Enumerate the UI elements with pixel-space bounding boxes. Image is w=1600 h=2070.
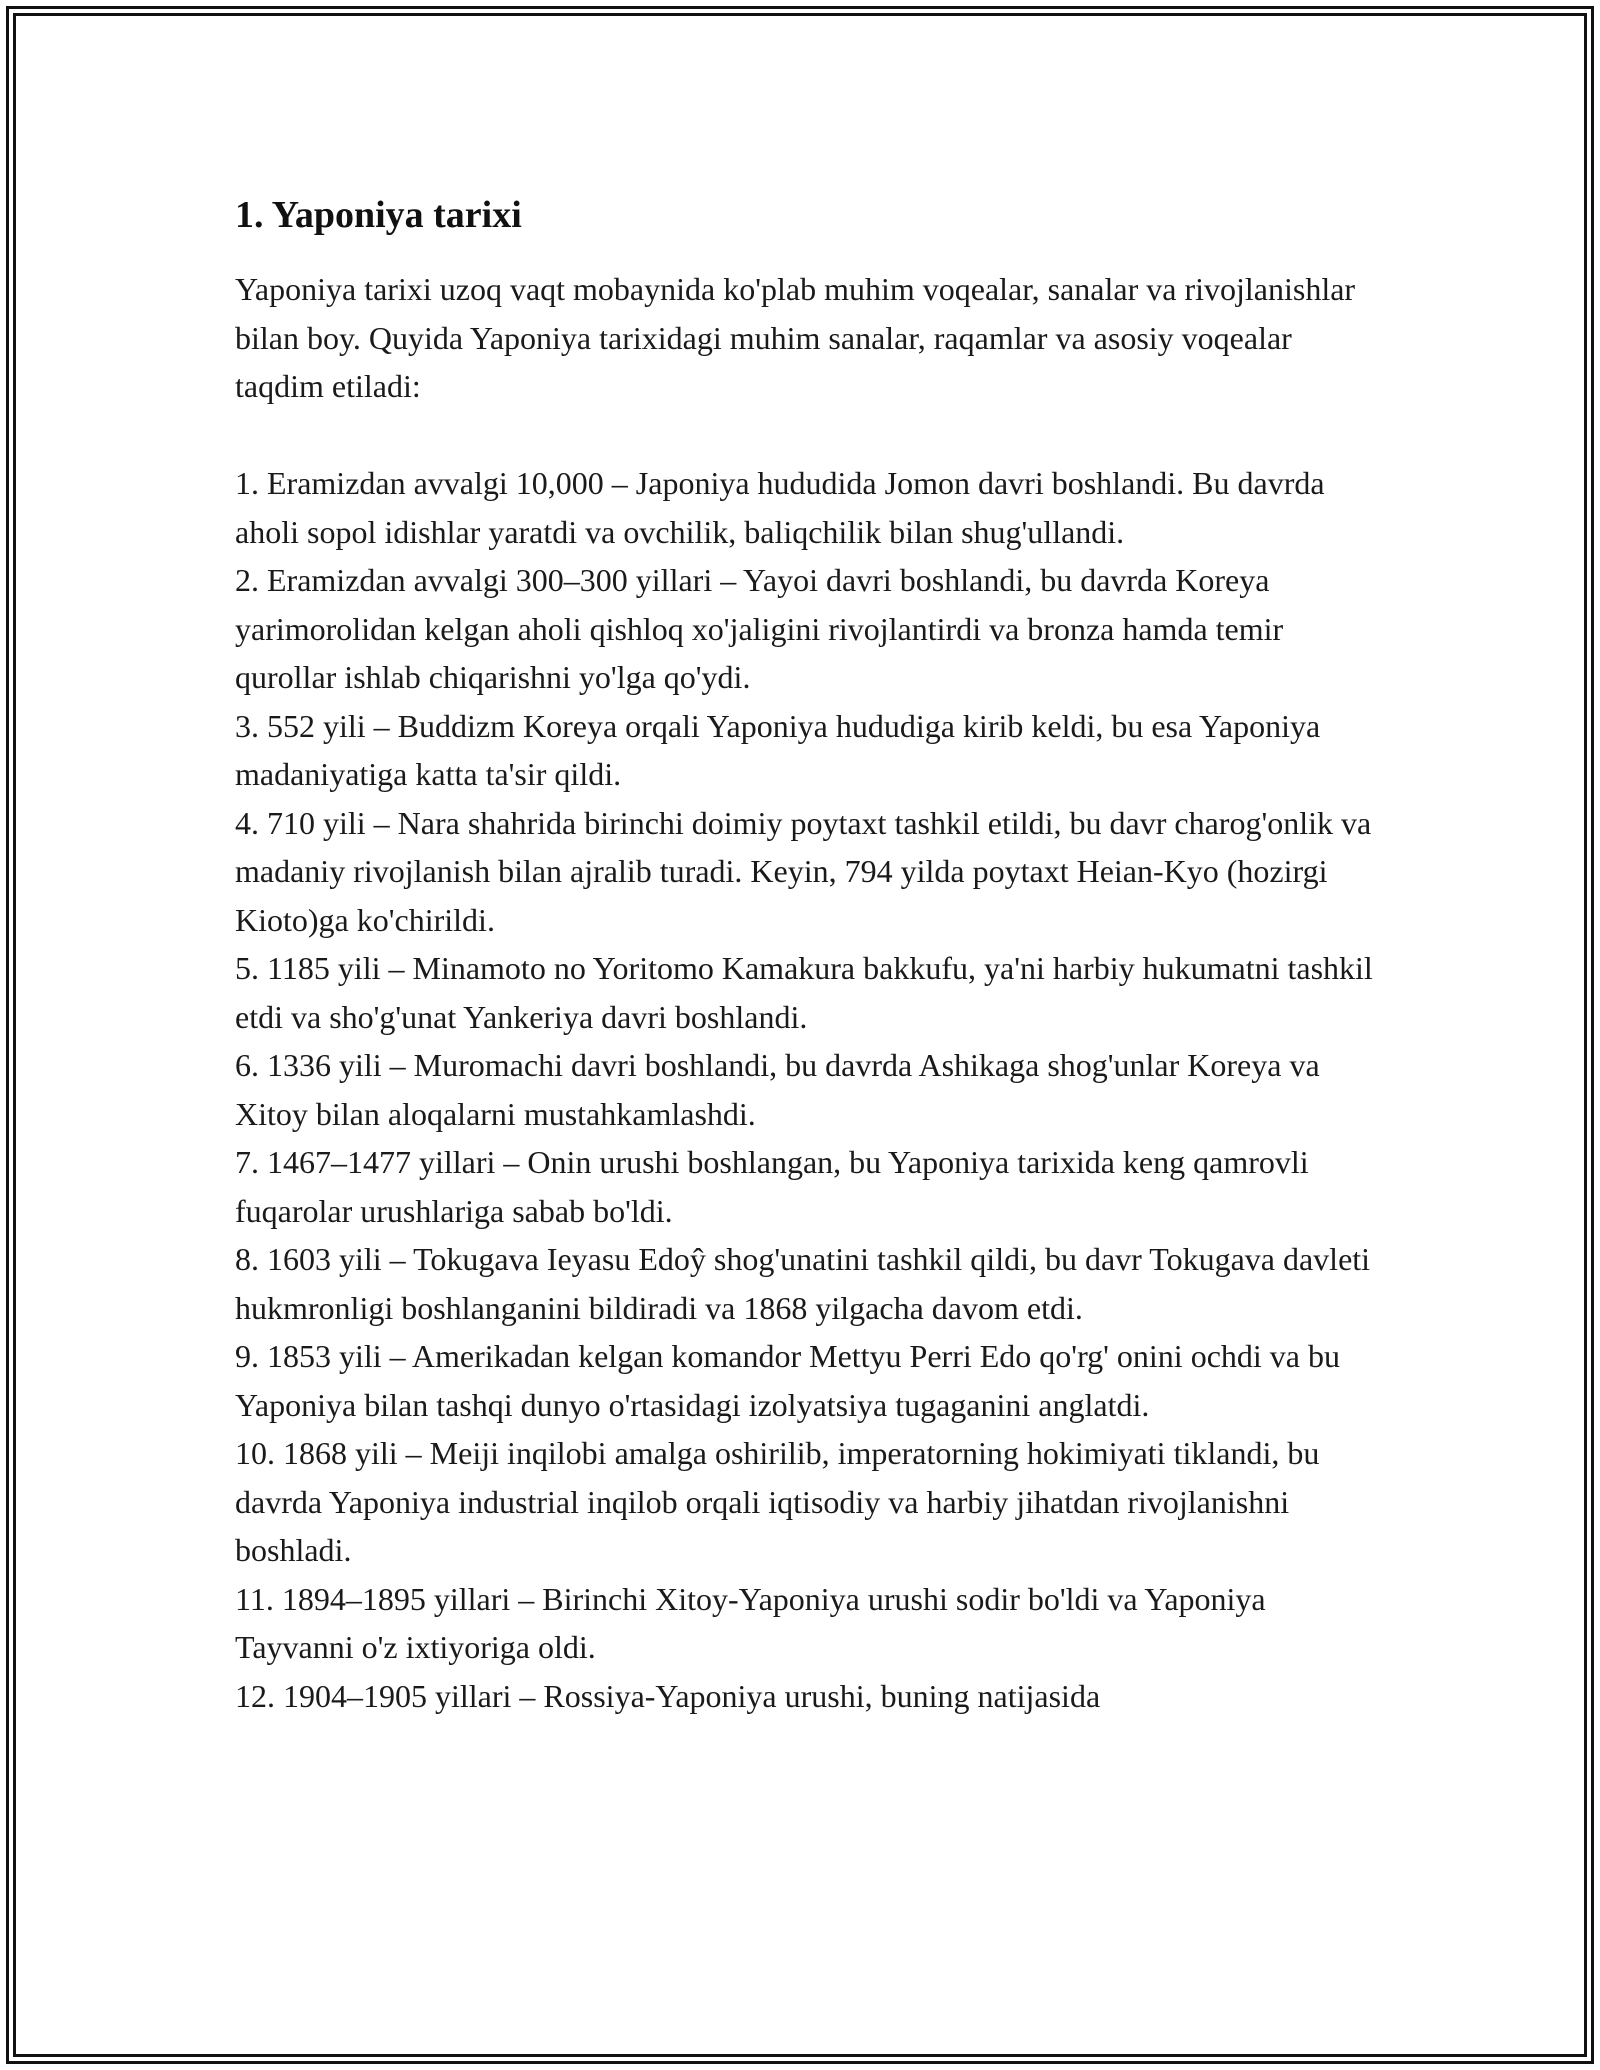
list-item: 12. 1904–1905 yillari – Rossiya-Yaponiya urushi, buning natijasida xyxy=(235,1677,1101,1714)
list-item: 11. 1894–1895 yillari – Birinchi Xitoy-Yaponiya urushi sodir bo'ldi va Yaponiya Tayvanni o'z ixtiyoriga oldi. xyxy=(235,1580,1266,1665)
list-item: 10. 1868 yili – Meiji inqilobi amalga oshirilib, imperatorning hokimiyati tiklandi, bu davrda Yaponiya industrial inqilob orqali iqtisodiy va harbiy jihatdan rivojlanishni boshladi. xyxy=(235,1435,1320,1568)
list-item: 5. 1185 yili – Minamoto no Yoritomo Kamakura bakkufu, ya'ni harbiy hukumatni tashkil etdi va sho'g'unat Yankeriya davri boshlandi. xyxy=(235,950,1373,1035)
document-body xyxy=(235,185,1385,1720)
list-item: 3. 552 yili – Buddizm Koreya orqali Yaponiya hududiga kirib keldi, bu esa Yaponiya madaniyatiga katta ta'sir qildi. xyxy=(235,707,1321,792)
page-title: 1. Yaponiya tarixi xyxy=(235,194,522,236)
events-list xyxy=(235,459,1385,1720)
list-item: 8. 1603 yili – Tokugava Ieyasu Edoŷ shog'unatini tashkil qildi, bu davr Tokugava davleti hukmronligi boshlanganini bildiradi va 1868 yilgacha davom etdi. xyxy=(235,1241,1371,1326)
intro-paragraph: Yaponiya tarixi uzoq vaqt mobaynida ko'plab muhim voqealar, sanalar va rivojlanishlar bilan boy. Quyida Yaponiya tarixidagi muhim sanalar, raqamlar va asosiy voqealar taqdim etiladi: xyxy=(235,271,1356,404)
list-item: 1. Eramizdan avvalgi 10,000 – Japoniya hududida Jomon davri boshlandi. Bu davrda aholi sopol idishlar yaratdi va ovchilik, baliqchilik bilan shug'ullandi. xyxy=(235,465,1325,550)
list-item: 6. 1336 yili – Muromachi davri boshlandi, bu davrda Ashikaga shog'unlar Koreya va Xitoy bilan aloqalarni mustahkamlashdi. xyxy=(235,1047,1320,1132)
list-item: 7. 1467–1477 yillari – Onin urushi boshlangan, bu Yaponiya tarixida keng qamrovli fuqarolar urushlariga sabab bo'ldi. xyxy=(235,1144,1309,1229)
list-item: 4. 710 yili – Nara shahrida birinchi doimiy poytaxt tashkil etildi, bu davr charog'onlik va madaniy rivojlanish bilan ajralib turadi. Keyin, 794 yilda poytaxt Heian-Kyo (hozirgi Kioto)ga ko'chirildi. xyxy=(235,804,1372,938)
list-item: 2. Eramizdan avvalgi 300–300 yillari – Yayoi davri boshlandi, bu davrda Koreya yarimorolidan kelgan aholi qishloq xo'jaligini rivojlantirdi va bronza hamda temir qurollar ishlab chiqarishni yo'lga qo'ydi. xyxy=(235,562,1284,695)
list-item: 9. 1853 yili – Amerikadan kelgan komandor Mettyu Perri Edo qo'rg' onini ochdi va bu Yaponiya bilan tashqi dunyo o'rtasidagi izolyatsiya tugaganini anglatdi. xyxy=(235,1338,1340,1423)
